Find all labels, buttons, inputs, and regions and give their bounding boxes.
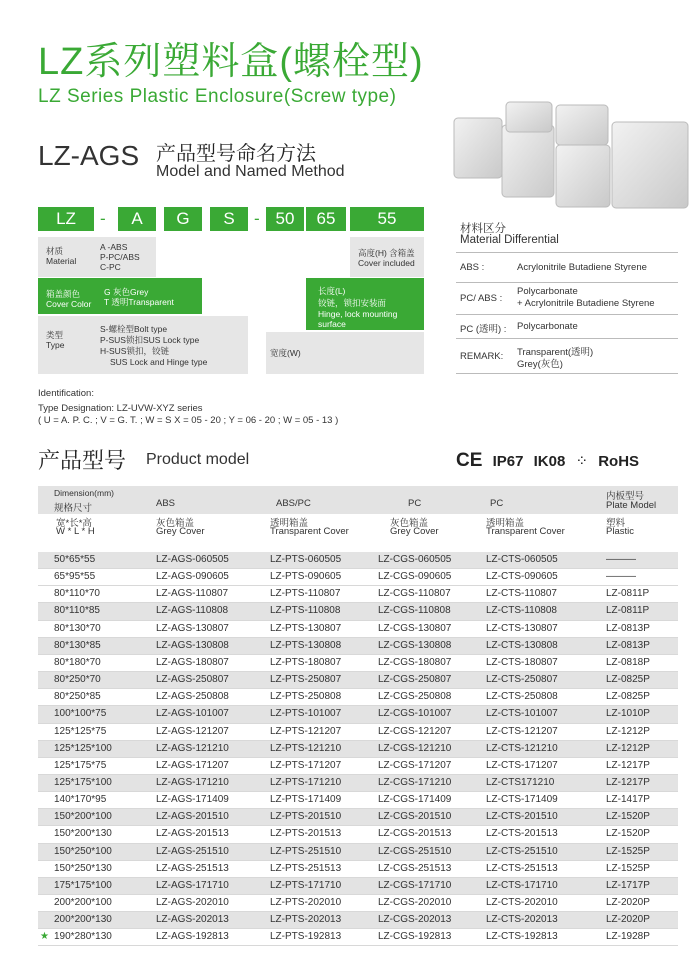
table-row [38, 655, 678, 672]
table-cell: LZ-AGS-121210 [156, 742, 229, 754]
table-cell: LZ-AGS-121207 [156, 725, 229, 737]
table-cell: LZ-0811P [606, 605, 650, 617]
table-cell: LZ-AGS-201510 [156, 811, 229, 823]
table-cell: LZ-PTS-171409 [270, 794, 342, 806]
table-cell: LZ-PTS-171210 [270, 776, 342, 788]
table-cell: 125*125*75 [54, 725, 107, 737]
table-cell: LZ-1525P [606, 845, 650, 857]
table-row [38, 792, 678, 809]
table-cell: 80*180*70 [54, 656, 101, 668]
material-value: P-PC/ABS [100, 252, 140, 262]
table-cell: LZ-PTS-251513 [270, 862, 342, 874]
table-cell: LZ-CGS-101007 [378, 708, 452, 720]
table-cell: 200*200*130 [54, 914, 112, 926]
table-cell: LZ-1212P [606, 725, 650, 737]
table-cell: LZ-CGS-251513 [378, 862, 452, 874]
material-diff-row: PC (透明) : Polycarbonate [456, 314, 678, 338]
material-diff-row: PC/ ABS : Polycarbonate + Acrylonitrile Butadiene Styrene [456, 282, 678, 314]
page-title: LZ系列塑料盒(螺栓型) [38, 41, 424, 83]
table-cell: LZ-CGS-060505 [378, 554, 452, 565]
table-cell: LZ-CGS-201513 [378, 828, 452, 840]
width-label: 宽度(W) [270, 348, 301, 358]
product-model-title-en: Product model [146, 451, 250, 468]
table-cell: LZ-CGS-171210 [378, 776, 452, 788]
table-cell: LZ-CTS-202010 [486, 897, 558, 908]
length-label: Hinge, lock mounting [318, 309, 398, 319]
table-cell: LZ-PTS-101007 [270, 708, 342, 720]
table-cell: LZ-PTS-130808 [270, 639, 342, 651]
code-dash: - [100, 209, 106, 228]
table-cell: LZ-CTS-171207 [486, 759, 558, 771]
material-label-cn: 材质 [46, 246, 64, 256]
table-cell: 80*110*85 [54, 605, 100, 617]
table-cell: LZ-CTS-060505 [486, 554, 558, 565]
table-cell: LZ-AGS-251510 [156, 845, 229, 857]
table-cell: LZ-CGS-202010 [378, 897, 452, 908]
table-cell: LZ-PTS-201513 [270, 828, 342, 840]
table-cell: 150*250*130 [54, 862, 112, 874]
identification-label: Identification: [38, 388, 94, 399]
table-cell: LZ-AGS-180807 [156, 656, 229, 668]
color-value: G 灰色Grey [104, 287, 149, 297]
table-cell: LZ-CTS-110808 [486, 605, 557, 617]
table-cell: LZ-CTS-101007 [486, 708, 558, 720]
table-cell: 140*170*95 [54, 794, 107, 806]
table-row [38, 775, 678, 792]
table-cell: ——— [606, 571, 636, 583]
table-cell: LZ-AGS-171710 [156, 879, 229, 891]
table-cell: LZ-AGS-101007 [156, 708, 229, 720]
material-value: C-PC [100, 262, 121, 272]
table-cell: LZ-CTS-121210 [486, 742, 558, 754]
type-value: SUS Lock and Hinge type [110, 357, 208, 367]
table-cell: LZ-1717P [606, 879, 650, 891]
table-cell: LZ-CTS171210 [486, 776, 555, 788]
table-cell: LZ-PTS-171710 [270, 879, 342, 891]
table-cell: LZ-CGS-130807 [378, 622, 452, 634]
table-cell: LZ-CGS-250808 [378, 691, 452, 703]
table-cell: 125*125*100 [54, 742, 112, 754]
product-model-title-cn: 产品型号 [38, 448, 127, 473]
table-cell: LZ-PTS-250807 [270, 674, 342, 686]
table-header: Dimension(mm) 规格尺寸 ABS ABS/PC PC PC 内板型号 Plate Model [38, 486, 678, 514]
table-cell: LZ-AGS-202010 [156, 897, 229, 908]
table-cell: LZ-PTS-171207 [270, 759, 342, 771]
table-cell: LZ-PTS-251510 [270, 845, 342, 857]
table-cell: LZ-1928P [606, 931, 650, 943]
table-cell: 50*65*55 [54, 554, 96, 565]
table-cell: ——— [606, 554, 636, 565]
table-row [38, 603, 678, 620]
type-label-en: Type [46, 340, 65, 350]
table-cell: LZ-CGS-201510 [378, 811, 452, 823]
table-cell: 80*250*70 [54, 674, 101, 686]
enclosure-box [506, 102, 552, 132]
table-cell: LZ-1520P [606, 828, 650, 840]
code-type: S [210, 207, 248, 231]
table-row [38, 569, 678, 586]
table-cell: LZ-CGS-171207 [378, 759, 452, 771]
table-cell: LZ-1212P [606, 742, 650, 754]
table-cell: LZ-AGS-090605 [156, 571, 229, 583]
star-icon: ★ [40, 931, 49, 943]
table-cell: 100*100*75 [54, 708, 107, 720]
table-cell: LZ-0818P [606, 656, 650, 668]
table-subheader: 宽*长*高 W * L * H 灰色箱盖 Grey Cover 透明箱盖 Transparent Cover 灰色箱盖 Grey Cover 透明箱盖 Transparent Cover 塑料 Plastic [56, 518, 634, 537]
table-row [38, 724, 678, 741]
length-label: 长度(L) [318, 286, 346, 296]
table-cell: LZ-CGS-192813 [378, 931, 452, 943]
table-row [38, 706, 678, 723]
table-cell: LZ-AGS-250808 [156, 691, 229, 703]
table-cell: LZ-2020P [606, 914, 650, 926]
table-row [38, 809, 678, 826]
table-cell: LZ-CGS-110808 [378, 605, 451, 617]
table-row [38, 895, 678, 912]
table-cell: LZ-AGS-130807 [156, 622, 229, 634]
table-cell: 80*110*70 [54, 588, 100, 600]
type-designation: Type Designation: LZ-UVW-XYZ series [38, 403, 203, 414]
table-cell: LZ-PTS-121210 [270, 742, 342, 754]
table-cell: LZ-CGS-180807 [378, 656, 452, 668]
table-cell: LZ-1520P [606, 811, 650, 823]
rohs-mark: RoHS [598, 453, 640, 470]
table-cell: 65*95*55 [54, 571, 96, 583]
table-cell: 200*200*100 [54, 897, 112, 908]
table-cell: LZ-PTS-202010 [270, 897, 342, 908]
code-dash: - [254, 209, 260, 228]
code-lz: LZ [38, 207, 94, 231]
material-value: A -ABS [100, 242, 128, 252]
table-cell: LZ-AGS-060505 [156, 554, 229, 565]
table-cell: ★ 190*280*130 [40, 931, 112, 943]
color-value: T 透明Transparent [104, 297, 174, 307]
table-cell: LZ-AGS-110807 [156, 588, 229, 600]
table-cell: 175*175*100 [54, 879, 112, 891]
table-cell: LZ-PTS-180807 [270, 656, 342, 668]
table-cell: 150*250*100 [54, 845, 112, 857]
table-cell: LZ-CGS-202013 [378, 914, 452, 926]
table-row [38, 878, 678, 895]
table-cell: LZ-AGS-250807 [156, 674, 229, 686]
ik-rating: IK08 [533, 453, 566, 470]
table-cell: LZ-CTS-251513 [486, 862, 558, 874]
color-label-en: Cover Color [46, 299, 92, 309]
material-label-en: Material [46, 256, 77, 266]
named-method-en: Model and Named Method [156, 163, 345, 180]
table-cell: LZ-1217P [606, 759, 650, 771]
enclosure-box [556, 105, 608, 145]
table-cell: LZ-CTS-171710 [486, 879, 558, 891]
code-color: G [164, 207, 202, 231]
table-cell: LZ-AGS-171210 [156, 776, 229, 788]
model-code: LZ-AGS [38, 140, 140, 171]
table-row [38, 929, 678, 946]
table-cell: LZ-AGS-192813 [156, 931, 229, 943]
type-value: H-SUS锁扣，铰链 [100, 346, 169, 356]
page-subtitle: LZ Series Plastic Enclosure(Screw type) [38, 86, 397, 107]
code-material: A [118, 207, 156, 231]
table-cell: LZ-CTS-090605 [486, 571, 558, 583]
table-cell: LZ-CTS-130807 [486, 622, 558, 634]
table-cell: LZ-AGS-171207 [156, 759, 229, 771]
table-cell: LZ-CTS-121207 [486, 725, 558, 737]
table-cell: LZ-CGS-251510 [378, 845, 452, 857]
material-diff-row: REMARK: Transparent(透明) Grey(灰色) [456, 338, 678, 374]
table-row [38, 672, 678, 689]
type-value: S-螺栓型Bolt type [100, 324, 168, 334]
table-cell: LZ-PTS-110807 [270, 588, 341, 600]
table-cell: LZ-1417P [606, 794, 650, 806]
table-cell: LZ-CGS-130808 [378, 639, 452, 651]
length-label: surface [318, 319, 346, 329]
table-cell: LZ-PTS-192813 [270, 931, 342, 943]
table-row [38, 758, 678, 775]
rohs-icon: ⁘ [575, 453, 589, 470]
table-cell: 80*130*85 [54, 639, 101, 651]
table-cell: 80*130*70 [54, 622, 101, 634]
table-cell: LZ-CGS-250807 [378, 674, 452, 686]
table-cell: LZ-2020P [606, 897, 650, 908]
designation-detail: ( U = A. P. C. ; V = G. T. ; W = S X = 05 - 20 ; Y = 06 - 20 ; W = 05 - 13 ) [38, 415, 339, 426]
table-cell: LZ-CTS-110807 [486, 588, 557, 600]
table-cell: LZ-PTS-060505 [270, 554, 342, 565]
table-row [38, 689, 678, 706]
table-cell: LZ-PTS-202013 [270, 914, 342, 926]
table-row [38, 741, 678, 758]
color-label-cn: 箱盖颜色 [46, 289, 81, 299]
table-cell: LZ-AGS-130808 [156, 639, 229, 651]
table-cell: 125*175*75 [54, 759, 107, 771]
type-value: P-SUS锁扣SUS Lock type [100, 335, 200, 345]
table-cell: LZ-CGS-171710 [378, 879, 452, 891]
enclosure-box [612, 122, 688, 208]
table-cell: LZ-AGS-171409 [156, 794, 229, 806]
table-row [38, 861, 678, 878]
table-row [38, 552, 678, 569]
type-label-cn: 类型 [46, 330, 64, 340]
table-row [38, 844, 678, 861]
table-cell: LZ-0813P [606, 622, 650, 634]
table-cell: LZ-0811P [606, 588, 650, 600]
ce-mark: CE [456, 450, 483, 471]
table-cell: LZ-CTS-171409 [486, 794, 558, 806]
table-cell: LZ-CTS-201510 [486, 811, 558, 823]
enclosure-box [556, 145, 610, 207]
ip-rating: IP67 [492, 453, 524, 470]
material-diff-row: ABS : Acrylonitrile Butadiene Styrene [456, 252, 678, 282]
table-cell: 150*200*130 [54, 828, 112, 840]
table-cell: LZ-PTS-250808 [270, 691, 342, 703]
material-diff-title-en: Material Differential [460, 234, 559, 246]
table-cell: LZ-CTS-250807 [486, 674, 558, 686]
table-cell: LZ-0813P [606, 639, 650, 651]
height-label: Cover included [358, 258, 415, 268]
certifications [456, 450, 645, 472]
table-cell: LZ-CTS-202013 [486, 914, 558, 926]
table-row [38, 638, 678, 655]
table-cell: LZ-CGS-090605 [378, 571, 452, 583]
table-cell: LZ-PTS-110808 [270, 605, 341, 617]
table-cell: LZ-AGS-201513 [156, 828, 229, 840]
table-cell: LZ-CGS-171409 [378, 794, 452, 806]
table-cell: LZ-1525P [606, 862, 650, 874]
table-cell: LZ-1217P [606, 776, 650, 788]
table-cell: 150*200*100 [54, 811, 112, 823]
named-method-cn: 产品型号命名方法 [156, 143, 316, 165]
height-label: 高度(H) 含箱盖 [358, 248, 415, 258]
table-cell: LZ-CGS-110807 [378, 588, 451, 600]
table-cell: LZ-CTS-192813 [486, 931, 558, 943]
table-cell: LZ-CGS-121210 [378, 742, 452, 754]
table-row [38, 826, 678, 843]
product-photo [452, 100, 690, 210]
table-cell: LZ-CTS-180807 [486, 656, 558, 668]
table-cell: LZ-PTS-090605 [270, 571, 342, 583]
table-cell: LZ-0825P [606, 691, 650, 703]
code-width: 50 [266, 207, 304, 231]
table-cell: LZ-CGS-121207 [378, 725, 452, 737]
material-diff-title-cn: 材料区分 [460, 223, 506, 235]
table-cell: LZ-AGS-202013 [156, 914, 229, 926]
table-cell: LZ-PTS-130807 [270, 622, 342, 634]
table-cell: LZ-CTS-130808 [486, 639, 558, 651]
table-cell: LZ-CTS-201513 [486, 828, 558, 840]
table-row [38, 621, 678, 638]
length-label: 铰链，锁扣安装面 [318, 298, 387, 308]
table-cell: LZ-0825P [606, 674, 650, 686]
table-cell: 125*175*100 [54, 776, 112, 788]
enclosure-box [454, 118, 502, 178]
table-cell: LZ-PTS-121207 [270, 725, 342, 737]
table-cell: LZ-1010P [606, 708, 650, 720]
code-height: 55 [350, 207, 424, 231]
table-cell: LZ-CTS-251510 [486, 845, 558, 857]
table-cell: LZ-AGS-251513 [156, 862, 229, 874]
table-cell: LZ-AGS-110808 [156, 605, 229, 617]
table-cell: 80*250*85 [54, 691, 101, 703]
table-cell: LZ-CTS-250808 [486, 691, 558, 703]
table-row [38, 586, 678, 603]
enclosure-box [502, 125, 554, 197]
table-cell: LZ-PTS-201510 [270, 811, 342, 823]
code-length: 65 [306, 207, 346, 231]
table-row [38, 912, 678, 929]
